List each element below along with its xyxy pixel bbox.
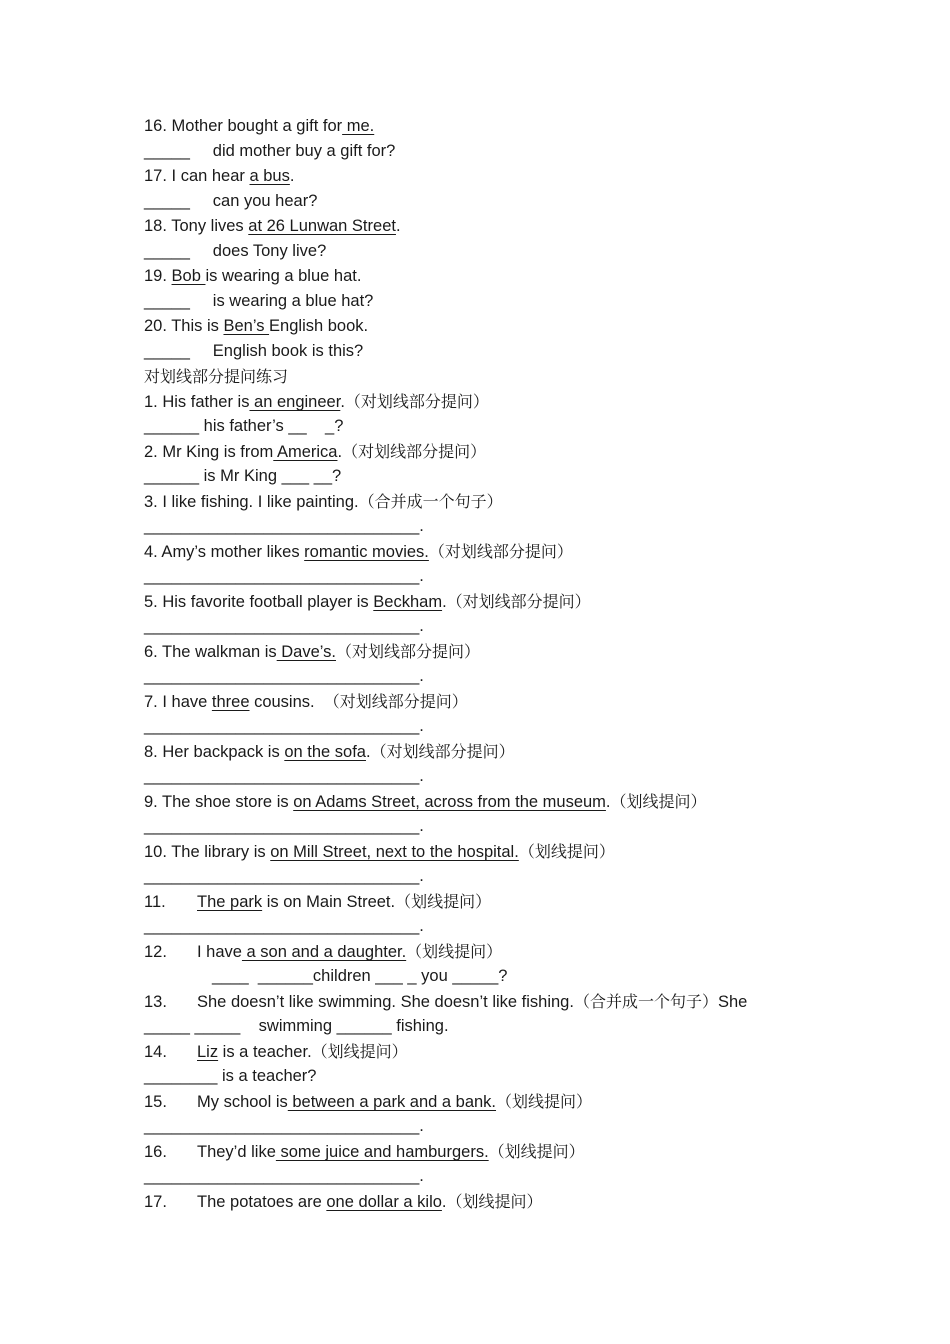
- underlined-phrase: Ben’s: [223, 317, 270, 335]
- answer-line: ______________________________.: [144, 1117, 424, 1135]
- answer-line: ______________________________.: [144, 717, 424, 735]
- underlined-phrase: one dollar a kilo: [326, 1193, 442, 1211]
- question-line: 15. My school is between a park and a bank.（划线提问）: [144, 1092, 593, 1111]
- answer-line: ______ his father’s __ _?: [144, 417, 344, 435]
- answer-line: ______________________________.: [144, 567, 424, 585]
- question-line: 1. His father is an engineer.（对划线部分提问）: [144, 392, 489, 411]
- underlined-phrase: me.: [342, 117, 375, 135]
- underlined-phrase: on Adams Street, across from the museum: [293, 793, 606, 811]
- instruction-cn: （划线提问）: [446, 1192, 543, 1211]
- question-line: 2. Mr King is from America.（对划线部分提问）: [144, 442, 487, 461]
- instruction-cn: （划线提问）: [488, 1142, 585, 1161]
- instruction-cn: （划线提问）: [610, 792, 707, 811]
- answer-line: _____ does Tony live?: [144, 242, 327, 260]
- instruction-cn: （对划线部分提问）: [446, 592, 591, 611]
- question-line: 19. Bob is wearing a blue hat.: [144, 267, 362, 285]
- question-line: 4. Amy’s mother likes romantic movies.（对划线部分提问）: [144, 542, 573, 561]
- instruction-cn: （对划线部分提问）: [344, 392, 489, 411]
- instruction-cn: （对划线部分提问）: [342, 442, 487, 461]
- answer-line: ______________________________.: [144, 817, 424, 835]
- instruction-cn: （划线提问）: [311, 1042, 408, 1061]
- question-line: 6. The walkman is Dave’s.（对划线部分提问）: [144, 642, 480, 661]
- question-line: 13. She doesn’t like swimming. She doesn’t like fishing.（合并成一个句子）She: [144, 992, 748, 1011]
- question-line: 9. The shoe store is on Adams Street, across from the museum.（划线提问）: [144, 792, 707, 811]
- underlined-phrase: three: [211, 693, 250, 711]
- underlined-phrase: America: [273, 443, 338, 461]
- question-line: 3. I like fishing. I like painting.（合并成一个句子）: [144, 492, 503, 511]
- underlined-phrase: on the sofa: [284, 743, 366, 761]
- underlined-phrase: some juice and hamburgers.: [275, 1143, 489, 1161]
- answer-line: ______________________________.: [144, 867, 424, 885]
- question-line: 20. This is Ben’s English book.: [144, 317, 369, 335]
- question-line: 16. Mother bought a gift for me.: [144, 117, 375, 135]
- underlined-phrase: a son and a daughter.: [241, 943, 407, 961]
- question-line: 7. I have three cousins. （对划线部分提问）: [144, 692, 468, 711]
- question-line: 12. I have a son and a daughter.（划线提问）: [144, 942, 503, 961]
- answer-line: ______________________________.: [144, 617, 424, 635]
- instruction-cn: （合并成一个句子）: [358, 492, 503, 511]
- question-line: 5. His favorite football player is Beckham.（对划线部分提问）: [144, 592, 591, 611]
- answer-line: ______________________________.: [144, 767, 424, 785]
- underlined-phrase: The park: [197, 893, 263, 911]
- underlined-phrase: on Mill Street, next to the hospital.: [270, 843, 519, 861]
- underlined-phrase: Liz: [197, 1043, 219, 1061]
- question-line: 17. The potatoes are one dollar a kilo.（划线提问）: [144, 1192, 543, 1211]
- underlined-phrase: at 26 Lunwan Street: [248, 217, 396, 235]
- instruction-cn: （对划线部分提问）: [335, 642, 480, 661]
- answer-line: ______________________________.: [144, 917, 424, 935]
- question-line: 10. The library is on Mill Street, next to the hospital.（划线提问）: [144, 842, 615, 861]
- instruction-cn: （对划线部分提问）: [370, 742, 515, 761]
- answer-line: _____ did mother buy a gift for?: [144, 142, 396, 160]
- section-title: 对划线部分提问练习: [144, 367, 289, 386]
- instruction-cn: （划线提问）: [496, 1092, 593, 1111]
- underlined-phrase: between a park and a bank.: [287, 1093, 497, 1111]
- answer-line: _____ _____ swimming ______ fishing.: [144, 1017, 449, 1035]
- answer-line: ______________________________.: [144, 1167, 424, 1185]
- underlined-phrase: a bus: [249, 167, 290, 185]
- answer-line: _____ English book is this?: [144, 342, 364, 360]
- answer-line: ______________________________.: [144, 667, 424, 685]
- underlined-phrase: an engineer: [249, 393, 341, 411]
- underlined-phrase: Beckham: [373, 593, 443, 611]
- underlined-phrase: Dave’s.: [276, 643, 336, 661]
- instruction-cn: （合并成一个句子）: [573, 992, 718, 1011]
- question-line: 18. Tony lives at 26 Lunwan Street.: [144, 217, 401, 235]
- answer-line: _____ is wearing a blue hat?: [144, 292, 374, 310]
- answer-line: ________ is a teacher?: [144, 1067, 317, 1085]
- instruction-cn: （对划线部分提问）: [323, 692, 468, 711]
- answer-line: ____ ______children ___ _ you _____?: [212, 967, 508, 985]
- question-line: 16. They’d like some juice and hamburgers.（划线提问）: [144, 1142, 585, 1161]
- instruction-cn: （划线提问）: [406, 942, 503, 961]
- answer-line: ______ is Mr King ___ __?: [144, 467, 342, 485]
- answer-line: _____ can you hear?: [144, 192, 318, 210]
- question-line: 14. Liz is a teacher.（划线提问）: [144, 1042, 408, 1061]
- question-line: 17. I can hear a bus.: [144, 167, 295, 185]
- underlined-phrase: Bob: [171, 267, 206, 285]
- question-line: 11. The park is on Main Street.（划线提问）: [144, 892, 492, 911]
- instruction-cn: （划线提问）: [395, 892, 492, 911]
- instruction-cn: （划线提问）: [518, 842, 615, 861]
- answer-line: ______________________________.: [144, 517, 424, 535]
- underlined-phrase: romantic movies.: [304, 543, 429, 561]
- question-line: 8. Her backpack is on the sofa.（对划线部分提问）: [144, 742, 515, 761]
- instruction-cn: （对划线部分提问）: [428, 542, 573, 561]
